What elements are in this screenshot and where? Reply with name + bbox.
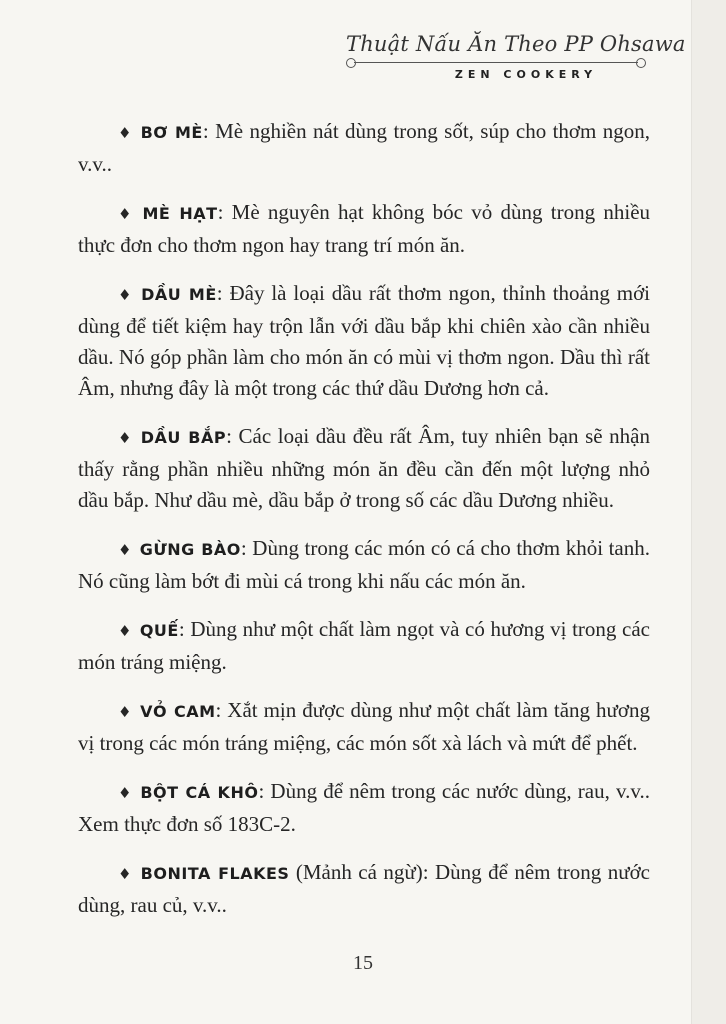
diamond-bullet-icon: ♦ [118,784,133,802]
entry-text: : Dùng để nêm trong các nước dùng, rau, v.v.. Xem thực đơn số 183C-2. [78,779,650,836]
header-subtitle: ZEN COOKERY [454,68,598,81]
diamond-bullet-icon: ♦ [118,703,133,721]
entry-term: DẦU MÈ [141,285,217,304]
page-spine-shadow [691,0,726,1024]
entry-term: QUẾ [139,621,179,640]
entry-term: GỪNG BÀO [139,540,241,559]
entry-dau-bap [78,421,650,516]
diamond-bullet-icon: ♦ [118,622,132,640]
running-header [346,32,686,81]
glossary-content [78,116,650,938]
diamond-bullet-icon: ♦ [118,205,135,223]
entry-text: : Mè nguyên hạt không bóc vỏ dùng trong nhiều thực đơn cho thơm ngon hay trang trí món ăn. [78,200,651,257]
entry-text: : Dùng trong các món có cá cho thơm khỏi tanh. Nó cũng làm bớt đi mùi cá trong khi nấu các món ăn. [78,536,650,593]
entry-term: MÈ HẠT [142,204,218,223]
entry-term: BỘT CÁ KHÔ [140,783,259,802]
entry-text: : Mè nghiền nát dùng trong sốt, súp cho thơm ngon, v.v.. [78,119,651,176]
page-number: 15 [353,952,373,974]
entry-bo-me [78,116,650,180]
entry-dau-me [78,278,650,404]
entry-text: : Đây là loại dầu rất thơm ngon, thỉnh thoảng mới dùng để tiết kiệm hay trộn lẫn với dầu bắp khi chiên xào cần nhiều dầu. Nó góp phần làm cho món ăn có mùi vị thơm ngon. Dầu thì rất Âm, nhưng đây là một trong các thứ dầu Dương hơn cả. [78,281,651,400]
rule-ornament-left [346,58,356,68]
entry-text: : Các loại dầu đều rất Âm, tuy nhiên bạn sẽ nhận thấy rằng phần nhiều những món ăn đều cần đến một lượng nhỏ dầu bắp. Như dầu mè, dầu bắp ở trong số các dầu Dương nhiều. [78,424,651,512]
diamond-bullet-icon: ♦ [118,865,133,883]
rule-ornament-right [636,58,646,68]
entry-bonita-flakes [78,857,650,921]
entry-text: : Dùng như một chất làm ngọt và có hương vị trong các món tráng miệng. [78,617,650,674]
entry-bot-ca-kho [78,776,650,840]
entry-term: DẦU BẮP [140,428,227,447]
entry-term: BONITA FLAKES [140,864,290,883]
entry-que [78,614,650,678]
rule-line [354,62,638,63]
entry-gung-bao [78,533,650,597]
entry-text: (Mảnh cá ngừ): Dùng để nêm trong nước dùng, rau củ, v.v.. [78,860,651,917]
diamond-bullet-icon: ♦ [118,286,134,304]
entry-term: VỎ CAM [140,702,216,721]
entry-term: BƠ MÈ [140,123,203,142]
entry-text: : Xắt mịn được dùng như một chất làm tăng hương vị trong các món tráng miệng, các món sốt xà lách và mứt để phết. [78,698,650,755]
diamond-bullet-icon: ♦ [118,541,132,559]
entry-me-hat [78,197,650,261]
header-title: Thuật Nấu Ăn Theo PP Ohsawa [346,32,686,56]
diamond-bullet-icon: ♦ [118,124,133,142]
diamond-bullet-icon: ♦ [118,429,133,447]
entry-vo-cam [78,695,650,759]
header-rule [346,58,646,68]
